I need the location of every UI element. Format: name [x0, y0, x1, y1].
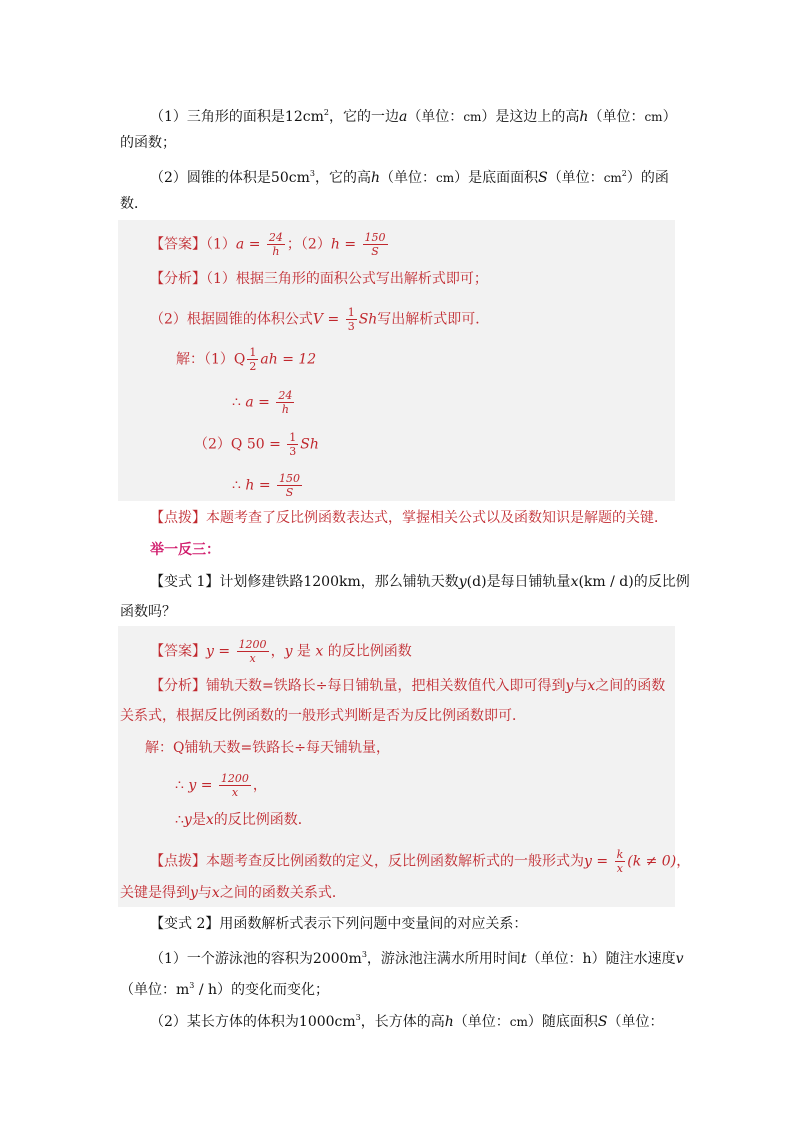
- solution-line-6: [175, 772, 267, 799]
- fraction: [237, 638, 269, 665]
- denominator: h: [281, 403, 289, 416]
- text: =: [254, 477, 276, 494]
- text: 关系式，根据反比例函数的一般形式判断是否为反比例函数即可．: [120, 708, 526, 724]
- variant-tag: 【变式 1】: [150, 574, 220, 590]
- text: ）是这边上的高: [481, 109, 580, 125]
- analysis-line-3: [150, 676, 665, 696]
- text: 之间的函数关系式．: [219, 885, 346, 901]
- denominator: x: [616, 862, 623, 875]
- variant1-line-2: [120, 602, 176, 622]
- solution-line-4: [232, 472, 304, 499]
- var-s: S: [597, 1014, 608, 1030]
- text: （2）根据圆锥的体积公式: [150, 311, 313, 328]
- var-a: a: [245, 394, 254, 411]
- exponent: 3: [361, 950, 367, 959]
- numerator: 1200: [238, 638, 267, 651]
- numerator: 1: [347, 306, 355, 319]
- denominator: 2: [249, 360, 257, 373]
- var-h: h: [330, 236, 340, 253]
- analysis-tag: 【分析】: [150, 271, 206, 287]
- answer-line-2: [150, 638, 412, 665]
- solution-line-7: [175, 810, 312, 830]
- text: 关键是得到: [120, 885, 190, 901]
- exponent: 3: [355, 1013, 361, 1022]
- unit: cm: [463, 110, 482, 124]
- text: ∴: [232, 477, 246, 494]
- exponent: 3: [309, 169, 315, 178]
- text: 解：Q铺轨天数=铁路长÷每天铺轨量，: [145, 740, 390, 756]
- text: ，游泳池注满水所用时间: [366, 951, 521, 967]
- numerator: 150: [279, 472, 301, 485]
- text: （1）一个游泳池的容积为: [150, 951, 313, 967]
- tip-text: 【点拨】本题考查了反比例函数表达式，掌握相关公式以及函数知识是解题的关键．: [150, 510, 668, 526]
- text: 的函数；: [120, 135, 176, 151]
- denominator: x: [231, 786, 239, 799]
- numerator: 1: [289, 431, 297, 444]
- denominator: 3: [347, 320, 355, 333]
- numerator: 150: [364, 231, 386, 244]
- var-t: t: [520, 951, 527, 967]
- variant1-line-1: [150, 572, 690, 592]
- unit: m: [176, 982, 190, 998]
- var-h: h: [444, 1014, 454, 1030]
- text: 的反比例: [633, 574, 690, 590]
- problem-line-4: [120, 194, 148, 214]
- text: =: [196, 777, 217, 794]
- text: 的反比例函数: [323, 643, 412, 660]
- text: 是: [191, 812, 206, 828]
- text: ∴: [175, 812, 184, 828]
- var-x: x: [315, 643, 324, 660]
- text: （1）: [206, 236, 236, 253]
- solution-line-2: [232, 389, 296, 416]
- text: =: [591, 853, 613, 870]
- exponent: 2: [323, 108, 329, 117]
- var-sh: Sh: [358, 311, 378, 328]
- exponent: 3: [189, 981, 195, 990]
- fraction: [276, 389, 294, 416]
- text: 举一反三：: [150, 542, 220, 558]
- exponent: 2: [621, 169, 627, 178]
- analysis-tag: 【分析】: [150, 678, 206, 694]
- text: （单位：h）随注水速度: [526, 951, 676, 967]
- text: 铺轨天数=铁路长÷每日铺轨量，把相关数值代入即可得到: [206, 678, 566, 694]
- numerator: k: [616, 848, 624, 861]
- text: ∴: [232, 394, 246, 411]
- solution-line-1: [176, 346, 316, 373]
- text: 与: [573, 678, 588, 694]
- text: 计划修建铁路: [219, 574, 304, 590]
- var-h: h: [579, 109, 589, 125]
- tip-line-2: [150, 848, 690, 875]
- text: （单位：: [607, 1014, 664, 1030]
- problem-line-2: [120, 133, 176, 153]
- text: （2）某长方体的体积为: [150, 1014, 299, 1030]
- text: （1）三角形的面积是: [150, 109, 285, 125]
- var-y: y: [284, 643, 293, 660]
- text: ，: [676, 853, 691, 870]
- practice-heading: [150, 540, 220, 560]
- var-x: x: [205, 812, 214, 828]
- text: ，: [270, 643, 285, 660]
- numerator: 1: [249, 346, 257, 359]
- numerator: 1200: [220, 772, 249, 785]
- denominator: S: [371, 245, 379, 258]
- text: （单位：: [547, 170, 604, 186]
- denominator: S: [285, 486, 294, 499]
- area-value: 12cm: [284, 109, 324, 125]
- text: ）: [662, 109, 677, 125]
- text: 写出解析式即可．: [377, 311, 490, 328]
- fraction: [346, 306, 357, 333]
- variant-tag: 【变式 2】: [150, 916, 220, 932]
- text: ）随底面积: [527, 1014, 598, 1030]
- text: ）是底面面积: [454, 170, 539, 186]
- text: （单位：: [407, 109, 464, 125]
- var-y: y: [190, 885, 198, 901]
- volume-value: 50cm: [270, 170, 310, 186]
- variant2-line-4: [150, 1008, 664, 1032]
- fraction: [363, 231, 388, 258]
- text: ，它的一边: [328, 109, 399, 125]
- text: ）的函: [626, 170, 669, 186]
- text: 函数吗？: [120, 604, 176, 620]
- text: （单位：: [120, 982, 176, 998]
- answer-line-1: [150, 231, 390, 258]
- text: ∴: [175, 777, 189, 794]
- value: 1000cm: [298, 1014, 356, 1030]
- condition: (k ≠ 0): [627, 853, 677, 870]
- var-v: v: [675, 951, 684, 967]
- numerator: 24: [268, 231, 283, 244]
- text: 数．: [120, 196, 148, 212]
- answer-tag: 【答案】: [150, 643, 206, 660]
- problem-line-1: [150, 103, 677, 127]
- text: 的反比例函数．: [213, 812, 312, 828]
- text: =: [339, 236, 361, 253]
- var-h: h: [370, 170, 380, 186]
- value: 2000m: [312, 951, 362, 967]
- fraction: [267, 231, 285, 258]
- text: 解：（1）Q: [176, 351, 246, 368]
- numerator: 24: [278, 389, 293, 402]
- text: =: [213, 643, 235, 660]
- text: 1200km: [303, 574, 361, 590]
- denominator: 3: [289, 445, 297, 458]
- variant2-line-1: [150, 914, 527, 934]
- text: ，长方体的高: [360, 1014, 445, 1030]
- analysis-line-2: [150, 306, 489, 333]
- text: 是: [292, 643, 316, 660]
- text: ，: [252, 777, 267, 794]
- fraction: [615, 848, 626, 875]
- var-x: x: [570, 574, 579, 590]
- text: ah = 12: [260, 351, 317, 368]
- text: 用函数解析式表示下列问题中变量间的对应关系：: [219, 916, 528, 932]
- var-y: y: [458, 574, 467, 590]
- unit: cm: [435, 171, 455, 185]
- text: 之间的函数: [595, 678, 666, 694]
- fraction: [247, 346, 258, 373]
- unit: cm: [603, 171, 622, 185]
- text: ，它的高: [314, 170, 371, 186]
- var-s: S: [538, 170, 548, 186]
- solution-line-5: [145, 738, 390, 758]
- denominator: x: [249, 652, 256, 665]
- text: （单位：: [379, 170, 436, 186]
- text: （单位：: [453, 1014, 510, 1030]
- variant2-line-3: [120, 976, 329, 1000]
- text: =: [253, 394, 275, 411]
- var-x: x: [211, 885, 220, 901]
- analysis-line-1: [150, 269, 488, 289]
- text: （2）圆锥的体积是: [150, 170, 271, 186]
- text: =: [244, 236, 265, 253]
- text: =: [323, 311, 344, 328]
- var-a: a: [235, 236, 245, 253]
- text: ，那么铺轨天数: [360, 574, 459, 590]
- text: 与: [197, 885, 212, 901]
- var-y: y: [206, 643, 214, 660]
- text: ）的变化而变化；: [217, 982, 330, 998]
- var-y: y: [565, 678, 574, 694]
- var-h: h: [245, 477, 255, 494]
- var-sh: Sh: [300, 436, 319, 453]
- var-v: V: [312, 311, 324, 328]
- text: （单位：: [588, 109, 645, 125]
- fraction: [219, 772, 251, 799]
- fraction: [277, 472, 302, 499]
- text: （2）Q 50 =: [194, 436, 286, 453]
- unit: / h: [194, 982, 218, 998]
- var-y: y: [183, 812, 192, 828]
- solution-line-3: [194, 431, 319, 458]
- text: 【点拨】本题考查反比例函数的定义，反比例函数解析式的一般形式为: [150, 853, 584, 870]
- var-y: y: [584, 853, 592, 870]
- tip-line-3: [120, 883, 346, 903]
- answer-tag: 【答案】: [150, 236, 206, 253]
- denominator: h: [272, 245, 280, 258]
- var-y: y: [188, 777, 197, 794]
- unit: cm: [509, 1015, 528, 1029]
- problem-line-3: [150, 164, 669, 188]
- text: (d): [466, 574, 487, 590]
- variant2-line-2: [150, 945, 684, 969]
- tip-line-1: [150, 508, 668, 528]
- var-a: a: [398, 109, 408, 125]
- text: 是每日铺轨量: [486, 574, 571, 590]
- fraction: [287, 431, 298, 458]
- unit: (km / d): [578, 574, 634, 590]
- analysis-line-4: [120, 706, 526, 726]
- var-x: x: [587, 678, 596, 694]
- unit: cm: [644, 110, 663, 124]
- text: ；（2）: [286, 236, 331, 253]
- text: （1）根据三角形的面积公式写出解析式即可；: [206, 271, 488, 287]
